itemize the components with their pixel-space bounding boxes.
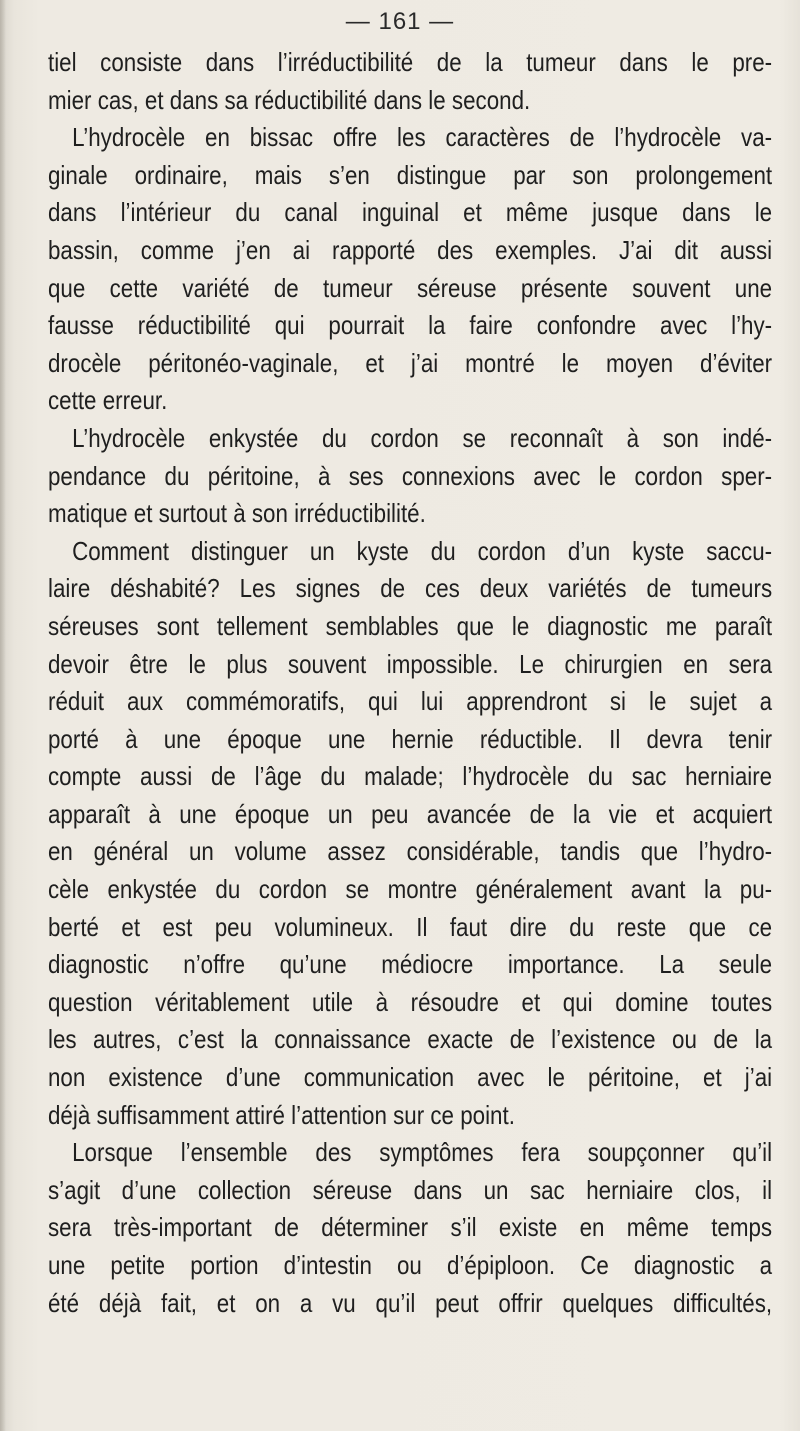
text-line: réduit aux commémoratifs, qui lui apprendront si le sujet a xyxy=(48,686,773,717)
text-line: L’hydrocèle en bissac offre les caractères de l’hydrocèle va- xyxy=(72,122,773,153)
text-line: devoir être le plus souvent impossible. Le chirurgien en sera xyxy=(48,648,773,679)
text-line: sera très-important de déterminer s’il existe en même temps xyxy=(48,1212,773,1243)
text-line: pendance du péritoine, à ses connexions avec le cordon sper- xyxy=(48,460,773,491)
text-line: en général un volume assez considérable, tandis que l’hydro- xyxy=(48,836,773,867)
text-line: question véritablement utile à résoudre et qui domine toutes xyxy=(48,986,773,1017)
text-line: laire déshabité? Les signes de ces deux variétés de tumeurs xyxy=(48,573,773,604)
text-line: une petite portion d’intestin ou d’épiploon. Ce diagnostic a xyxy=(48,1250,773,1280)
text-line: Comment distinguer un kyste du cordon d’un kyste saccu- xyxy=(72,535,773,566)
text-line: Lorsque l’ensemble des symptômes fera soupçonner qu’il xyxy=(72,1137,773,1168)
text-line: mier cas, et dans sa réductibilité dans le second. xyxy=(48,84,531,115)
text-line: ginale ordinaire, mais s’en distingue par son prolongement xyxy=(48,159,773,190)
text-line: cette erreur. xyxy=(48,385,168,416)
text-line: non existence d’une communication avec le péritoine, et j’ai xyxy=(48,1062,773,1093)
text-line: compte aussi de l’âge du malade; l’hydrocèle du sac herniaire xyxy=(48,761,773,792)
text-line: fausse réductibilité qui pourrait la faire confondre avec l’hy- xyxy=(48,310,773,341)
text-line: tiel consiste dans l’irréductibilité de la tumeur dans le pre- xyxy=(48,47,773,77)
text-line: matique et surtout à son irréductibilité. xyxy=(48,498,426,529)
text-line: que cette variété de tumeur séreuse présente souvent une xyxy=(48,272,773,303)
text-line: cèle enkystée du cordon se montre généralement avant la pu- xyxy=(48,874,773,905)
text-line: les autres, c’est la connaissance exacte de l’existence ou de la xyxy=(48,1024,773,1055)
text-line: été déjà fait, et on a vu qu’il peut offrir quelques difficultés, xyxy=(48,1287,773,1318)
text-line: apparaît à une époque un peu avancée de la vie et acquiert xyxy=(48,798,773,829)
body-text xyxy=(48,44,772,1322)
binding-edge xyxy=(0,0,6,1431)
text-line: bassin, comme j’en ai rapporté des exemples. J’ai dit aussi xyxy=(48,234,773,265)
text-line: diagnostic n’offre qu’une médiocre importance. La seule xyxy=(48,949,773,980)
text-line: séreuses sont tellement semblables que le diagnostic me paraît xyxy=(48,610,773,641)
page-number: — 161 — xyxy=(345,8,455,35)
text-line: drocèle péritonéo-vaginale, et j’ai montré le moyen d’éviter xyxy=(48,347,773,378)
text-line: s’agit d’une collection séreuse dans un sac herniaire clos, il xyxy=(48,1174,773,1205)
text-line: L’hydrocèle enkystée du cordon se reconnaît à son indé- xyxy=(72,422,773,453)
text-line: dans l’intérieur du canal inguinal et même jusque dans le xyxy=(48,197,773,228)
text-line: déjà suffisamment attiré l’attention sur ce point. xyxy=(48,1099,515,1130)
text-line: porté à une époque une hernie réductible. Il devra tenir xyxy=(48,723,773,754)
text-line: berté et est peu volumineux. Il faut dire du reste que ce xyxy=(48,911,773,942)
